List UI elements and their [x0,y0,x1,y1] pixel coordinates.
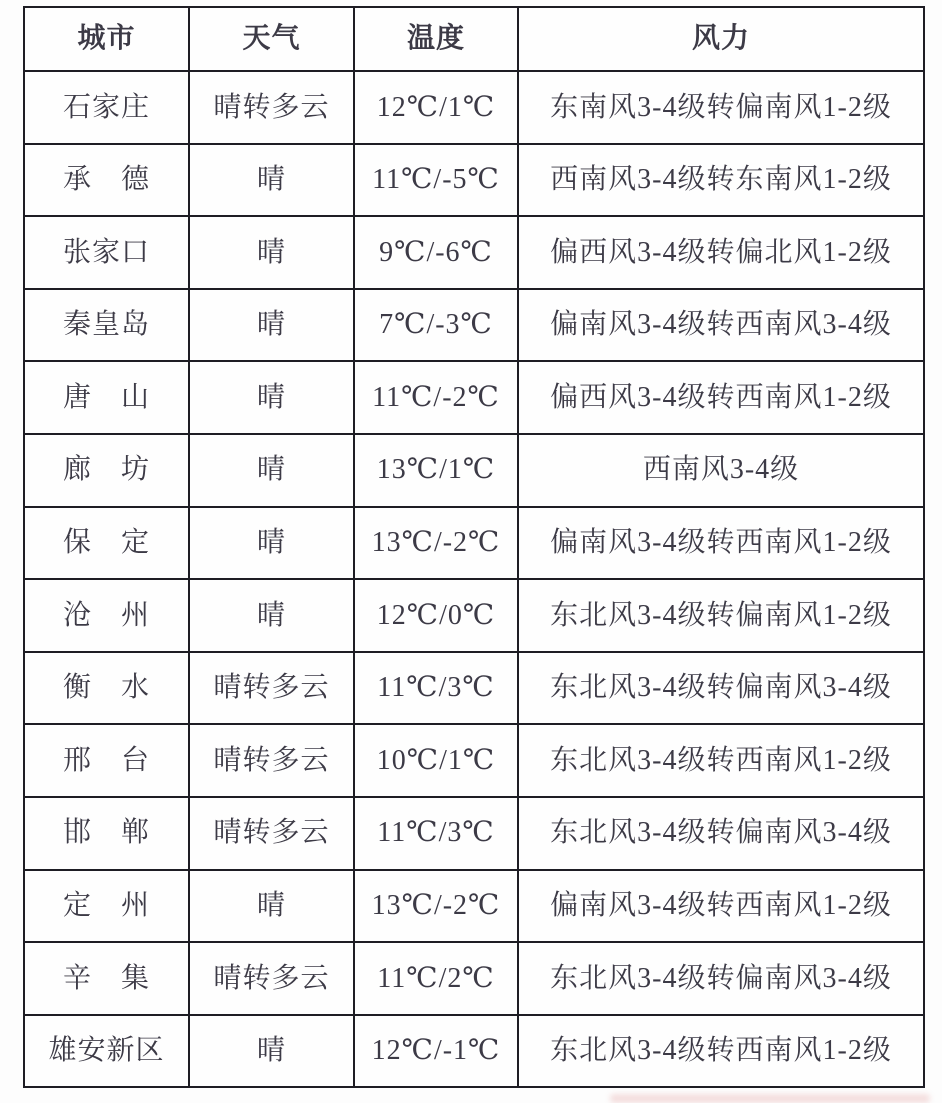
temperature-cell: 9℃/-6℃ [354,216,518,289]
city-cell: 定 州 [24,870,189,943]
temperature-cell: 10℃/1℃ [354,724,518,797]
temperature-cell: 7℃/-3℃ [354,289,518,362]
temperature-cell: 13℃/-2℃ [354,870,518,943]
weather-table-body [24,71,924,1087]
wind-cell: 偏南风3-4级转西南风3-4级 [518,289,924,362]
wind-cell: 偏南风3-4级转西南风1-2级 [518,507,924,580]
city-cell: 雄安新区 [24,1015,189,1088]
city-cell: 秦皇岛 [24,289,189,362]
table-row [24,434,924,507]
temperature-cell: 12℃/1℃ [354,71,518,144]
weather-cell: 晴转多云 [189,724,354,797]
watermark-smudge [610,1094,930,1103]
header-weather: 天气 [189,7,354,71]
table-row [24,1015,924,1088]
city-cell: 辛 集 [24,942,189,1015]
temperature-cell: 12℃/-1℃ [354,1015,518,1088]
table-row [24,507,924,580]
city-cell: 廊 坊 [24,434,189,507]
weather-cell: 晴转多云 [189,797,354,870]
wind-cell: 偏南风3-4级转西南风1-2级 [518,870,924,943]
city-cell: 邯 郸 [24,797,189,870]
table-row [24,216,924,289]
temperature-cell: 11℃/-2℃ [354,361,518,434]
temperature-cell: 11℃/3℃ [354,797,518,870]
wind-cell: 偏西风3-4级转偏北风1-2级 [518,216,924,289]
table-row [24,942,924,1015]
temperature-cell: 11℃/2℃ [354,942,518,1015]
weather-cell: 晴转多云 [189,942,354,1015]
temperature-cell: 13℃/1℃ [354,434,518,507]
city-cell: 石家庄 [24,71,189,144]
weather-cell: 晴 [189,870,354,943]
city-cell: 邢 台 [24,724,189,797]
weather-cell: 晴 [189,579,354,652]
city-cell: 承 德 [24,144,189,217]
header-city: 城市 [24,7,189,71]
wind-cell: 东南风3-4级转偏南风1-2级 [518,71,924,144]
weather-cell: 晴 [189,507,354,580]
table-row [24,361,924,434]
city-cell: 沧 州 [24,579,189,652]
weather-cell: 晴转多云 [189,71,354,144]
table-row [24,797,924,870]
wind-cell: 西南风3-4级转东南风1-2级 [518,144,924,217]
city-cell: 保 定 [24,507,189,580]
table-row [24,289,924,362]
weather-cell: 晴 [189,434,354,507]
temperature-cell: 13℃/-2℃ [354,507,518,580]
table-row [24,652,924,725]
table-row [24,71,924,144]
city-cell: 衡 水 [24,652,189,725]
table-row [24,579,924,652]
table-row [24,144,924,217]
city-cell: 唐 山 [24,361,189,434]
wind-cell: 西南风3-4级 [518,434,924,507]
header-row [24,7,924,71]
wind-cell: 东北风3-4级转西南风1-2级 [518,1015,924,1088]
weather-table-header [24,7,924,71]
temperature-cell: 11℃/-5℃ [354,144,518,217]
weather-cell: 晴转多云 [189,652,354,725]
wind-cell: 东北风3-4级转偏南风3-4级 [518,797,924,870]
city-cell: 张家口 [24,216,189,289]
weather-cell: 晴 [189,144,354,217]
temperature-cell: 12℃/0℃ [354,579,518,652]
header-wind: 风力 [518,7,924,71]
table-row [24,870,924,943]
table-row [24,724,924,797]
wind-cell: 东北风3-4级转偏南风1-2级 [518,579,924,652]
temperature-cell: 11℃/3℃ [354,652,518,725]
wind-cell: 东北风3-4级转偏南风3-4级 [518,942,924,1015]
weather-cell: 晴 [189,216,354,289]
header-temperature: 温度 [354,7,518,71]
wind-cell: 东北风3-4级转西南风1-2级 [518,724,924,797]
weather-cell: 晴 [189,289,354,362]
wind-cell: 偏西风3-4级转西南风1-2级 [518,361,924,434]
weather-table [23,6,925,1088]
weather-cell: 晴 [189,1015,354,1088]
wind-cell: 东北风3-4级转偏南风3-4级 [518,652,924,725]
weather-cell: 晴 [189,361,354,434]
